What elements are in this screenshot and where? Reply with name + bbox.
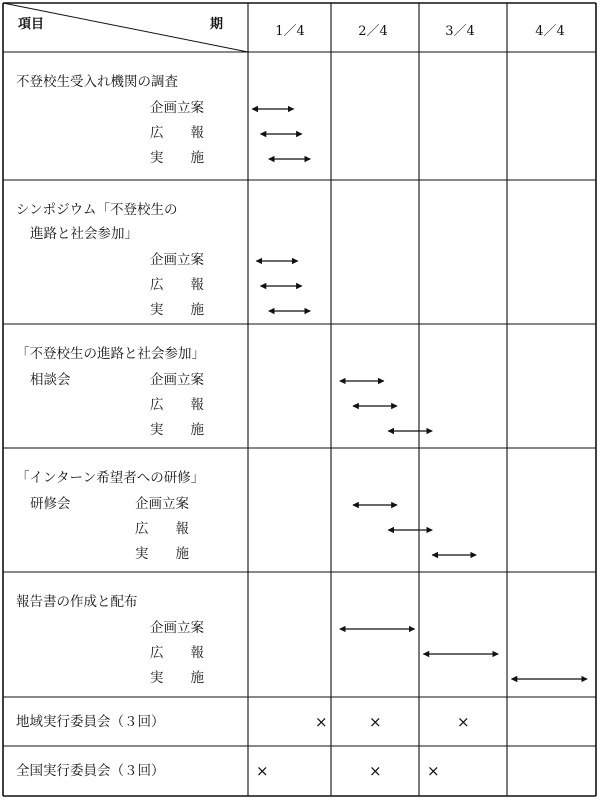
step-label: 企画立案 — [150, 100, 204, 116]
header-item-label: 項目 — [18, 17, 45, 32]
section-title: 不登校生受入れ機関の調査 — [16, 74, 178, 90]
step-label: 実 施 — [150, 302, 204, 318]
meeting-mark: × — [256, 762, 269, 780]
section-sub-label: 相談会 — [30, 372, 71, 388]
step-label: 企画立案 — [135, 496, 189, 512]
quarter-header-3: 3／4 — [445, 24, 475, 39]
meeting-mark: × — [369, 713, 382, 731]
step-label: 広 報 — [150, 125, 204, 141]
step-label: 実 施 — [135, 546, 189, 562]
step-label: 企画立案 — [150, 252, 204, 268]
step-label: 企画立案 — [150, 620, 204, 636]
quarter-header-4: 4／4 — [535, 24, 565, 39]
step-label: 企画立案 — [150, 372, 204, 388]
section-title: 報告書の作成と配布 — [16, 594, 138, 610]
header-period-label: 期 — [210, 17, 224, 32]
step-label: 広 報 — [150, 277, 204, 293]
meeting-label: 地域実行委員会（３回） — [16, 714, 165, 730]
step-label: 実 施 — [150, 150, 204, 166]
step-label: 広 報 — [150, 645, 204, 661]
meeting-mark: × — [315, 713, 328, 731]
step-label: 実 施 — [150, 670, 204, 686]
section-title: 進路と社会参加」 — [30, 226, 138, 242]
meeting-mark: × — [427, 762, 440, 780]
section-title: 「不登校生の進路と社会参加」 — [16, 346, 205, 362]
section-title: 「インターン希望者への研修」 — [16, 470, 205, 486]
section-title: シンポジウム「不登校生の — [16, 202, 178, 218]
meeting-mark: × — [457, 713, 470, 731]
quarter-header-1: 1／4 — [275, 24, 305, 39]
section-sub-label: 研修会 — [30, 496, 71, 512]
quarter-header-2: 2／4 — [358, 24, 388, 39]
step-label: 実 施 — [150, 422, 204, 438]
meeting-mark: × — [369, 762, 382, 780]
step-label: 広 報 — [150, 397, 204, 413]
step-label: 広 報 — [135, 521, 189, 537]
meeting-label: 全国実行委員会（３回） — [16, 763, 165, 779]
